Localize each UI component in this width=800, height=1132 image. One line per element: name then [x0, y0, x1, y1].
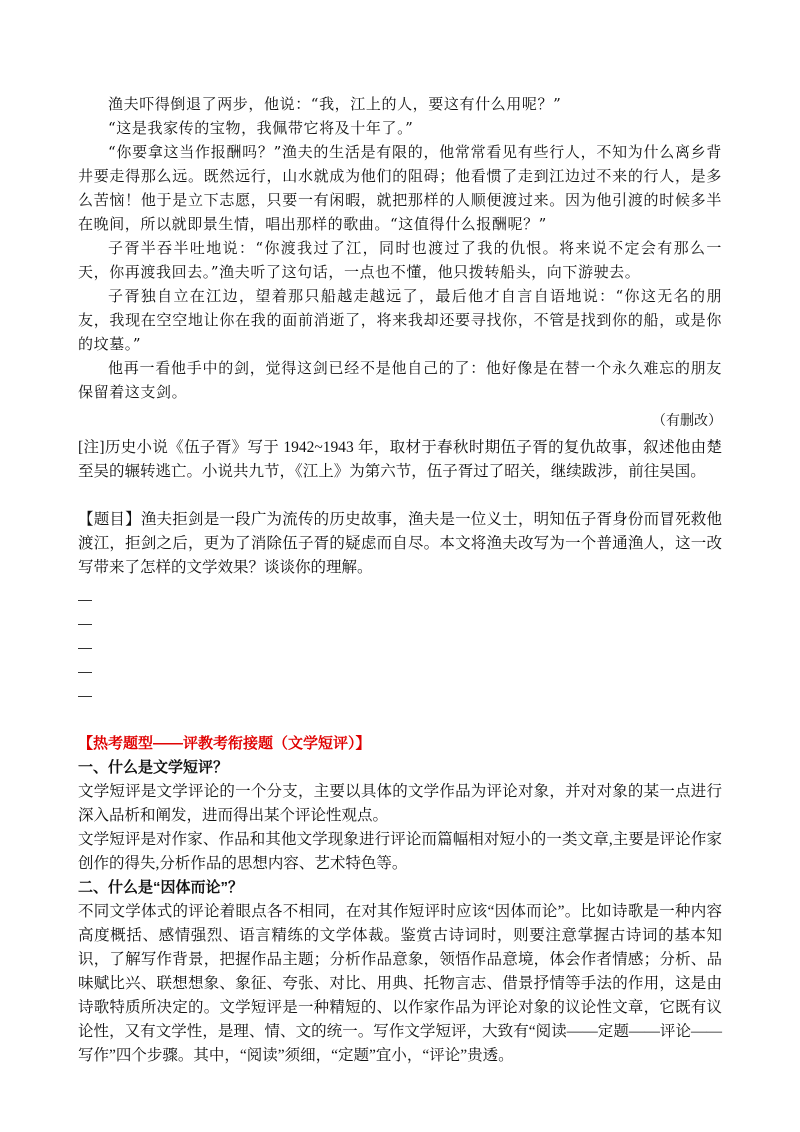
story-excerpt — [78, 92, 722, 404]
answer-line[interactable] — [78, 658, 722, 682]
story-paragraph: 子胥半吞半吐地说：“你渡我过了江，同时也渡过了我的仇恨。将来说不定会有那么一天，你再渡我回去。”渔夫听了这句话，一点也不懂，他只拨转船头，向下游驶去。 — [78, 239, 722, 281]
story-paragraph: “这是我家传的宝物，我佩带它将及十年了。” — [108, 119, 414, 137]
answer-line[interactable] — [78, 682, 722, 706]
section-paragraph-2: 文学短评是对作家、作品和其他文学现象进行评论而篇幅相对短小的一类文章,主要是评论作家创作的得失,分析作品的思想内容、艺术特色等。 — [78, 831, 722, 872]
story-paragraph: 他再一看他手中的剑，觉得这剑已经不是他自己的了：他好像是在替一个永久难忘的朋友保留着这支剑。 — [78, 359, 722, 401]
story-paragraph: “你要拿这当作报酬吗？”渔夫的生活是有限的，他常常看见有些行人，不知为什么离乡背井要走得那么远。既然远行，山水就成为他们的阻碍；他看惯了走到江边过不来的行人，是多么苦恼！他于是立下志愿，只要一有闲暇，就把那样的人顺便渡过来。因为他引渡的时候多半在晚间，所以就即景生情，唱出那样的歌曲。“这值得什么报酬呢？” — [78, 143, 722, 233]
section-paragraph-1: 文学短评是文学评论的一个分支，主要以具体的文学作品为评论对象，并对对象的某一点进行深入品析和阐发，进而得出某个评论性观点。 — [78, 783, 722, 824]
section-heading-2: 二、什么是“因体而论”？ — [78, 879, 244, 896]
answer-line[interactable] — [78, 634, 722, 658]
annotation-note: [注]历史小说《伍子胥》写于 1942~1943 年，取材于春秋时期伍子胥的复仇故事，叙述他由楚至吴的辗转逃亡。小说共九节，《江上》为第六节，伍子胥过了昭关，继续跋涉，前往吴国。 — [78, 439, 722, 480]
section-heading-1: 一、什么是文学短评？ — [78, 759, 229, 776]
document-page — [78, 92, 722, 1068]
answer-lines — [78, 586, 722, 706]
answer-line[interactable] — [78, 586, 722, 610]
story-paragraph: 子胥独自立在江边，望着那只船越走越远了，最后他才自言自语地说：“你这无名的朋友，我现在空空地让你在我的面前消逝了，将来我却还要寻找你，不管是找到你的船，或是你的坟墓。” — [78, 287, 722, 353]
question-prompt: 【题目】渔夫拒剑是一段广为流传的历史故事，渔夫是一位义士，明知伍子胥身份而冒死救他渡江，拒剑之后，更为了消除伍子胥的疑虑而自尽。本文将渔夫改写为一个普通渔人，这一改写带来了怎样的文学效果？谈谈你的理解。 — [78, 511, 722, 576]
answer-line[interactable] — [78, 610, 722, 634]
source-note: （有删改） — [652, 413, 722, 429]
hot-section-title: 【热考题型——评教考衔接题（文学短评）】 — [78, 735, 371, 752]
story-paragraph: 渔夫吓得倒退了两步，他说：“我，江上的人，要这有什么用呢？” — [108, 95, 562, 113]
section-paragraph-3: 不同文学体式的评论着眼点各不相同，在对其作短评时应该“因体而论”。比如诗歌是一种内容高度概括、感情强烈、语言精练的文学体裁。鉴赏古诗词时，则要注意掌握古诗词的基本知识，了解写作背景，把握作品主题；分析作品意象，领悟作品意境，体会作者情感；分析、品味赋比兴、联想想象、象征、夸张、对比、用典、托物言志、借景抒情等手法的作用，这是由诗歌特质所决定的。文学短评是一种精短的、以作家作品为评论对象的议论性文章，它既有议论性，又有文学性，是理、情、文的统一。写作文学短评，大致有“阅读——定题——评论——写作”四个步骤。其中，“阅读”须细，“定题”宜小，“评论”贵透。 — [78, 903, 722, 1064]
